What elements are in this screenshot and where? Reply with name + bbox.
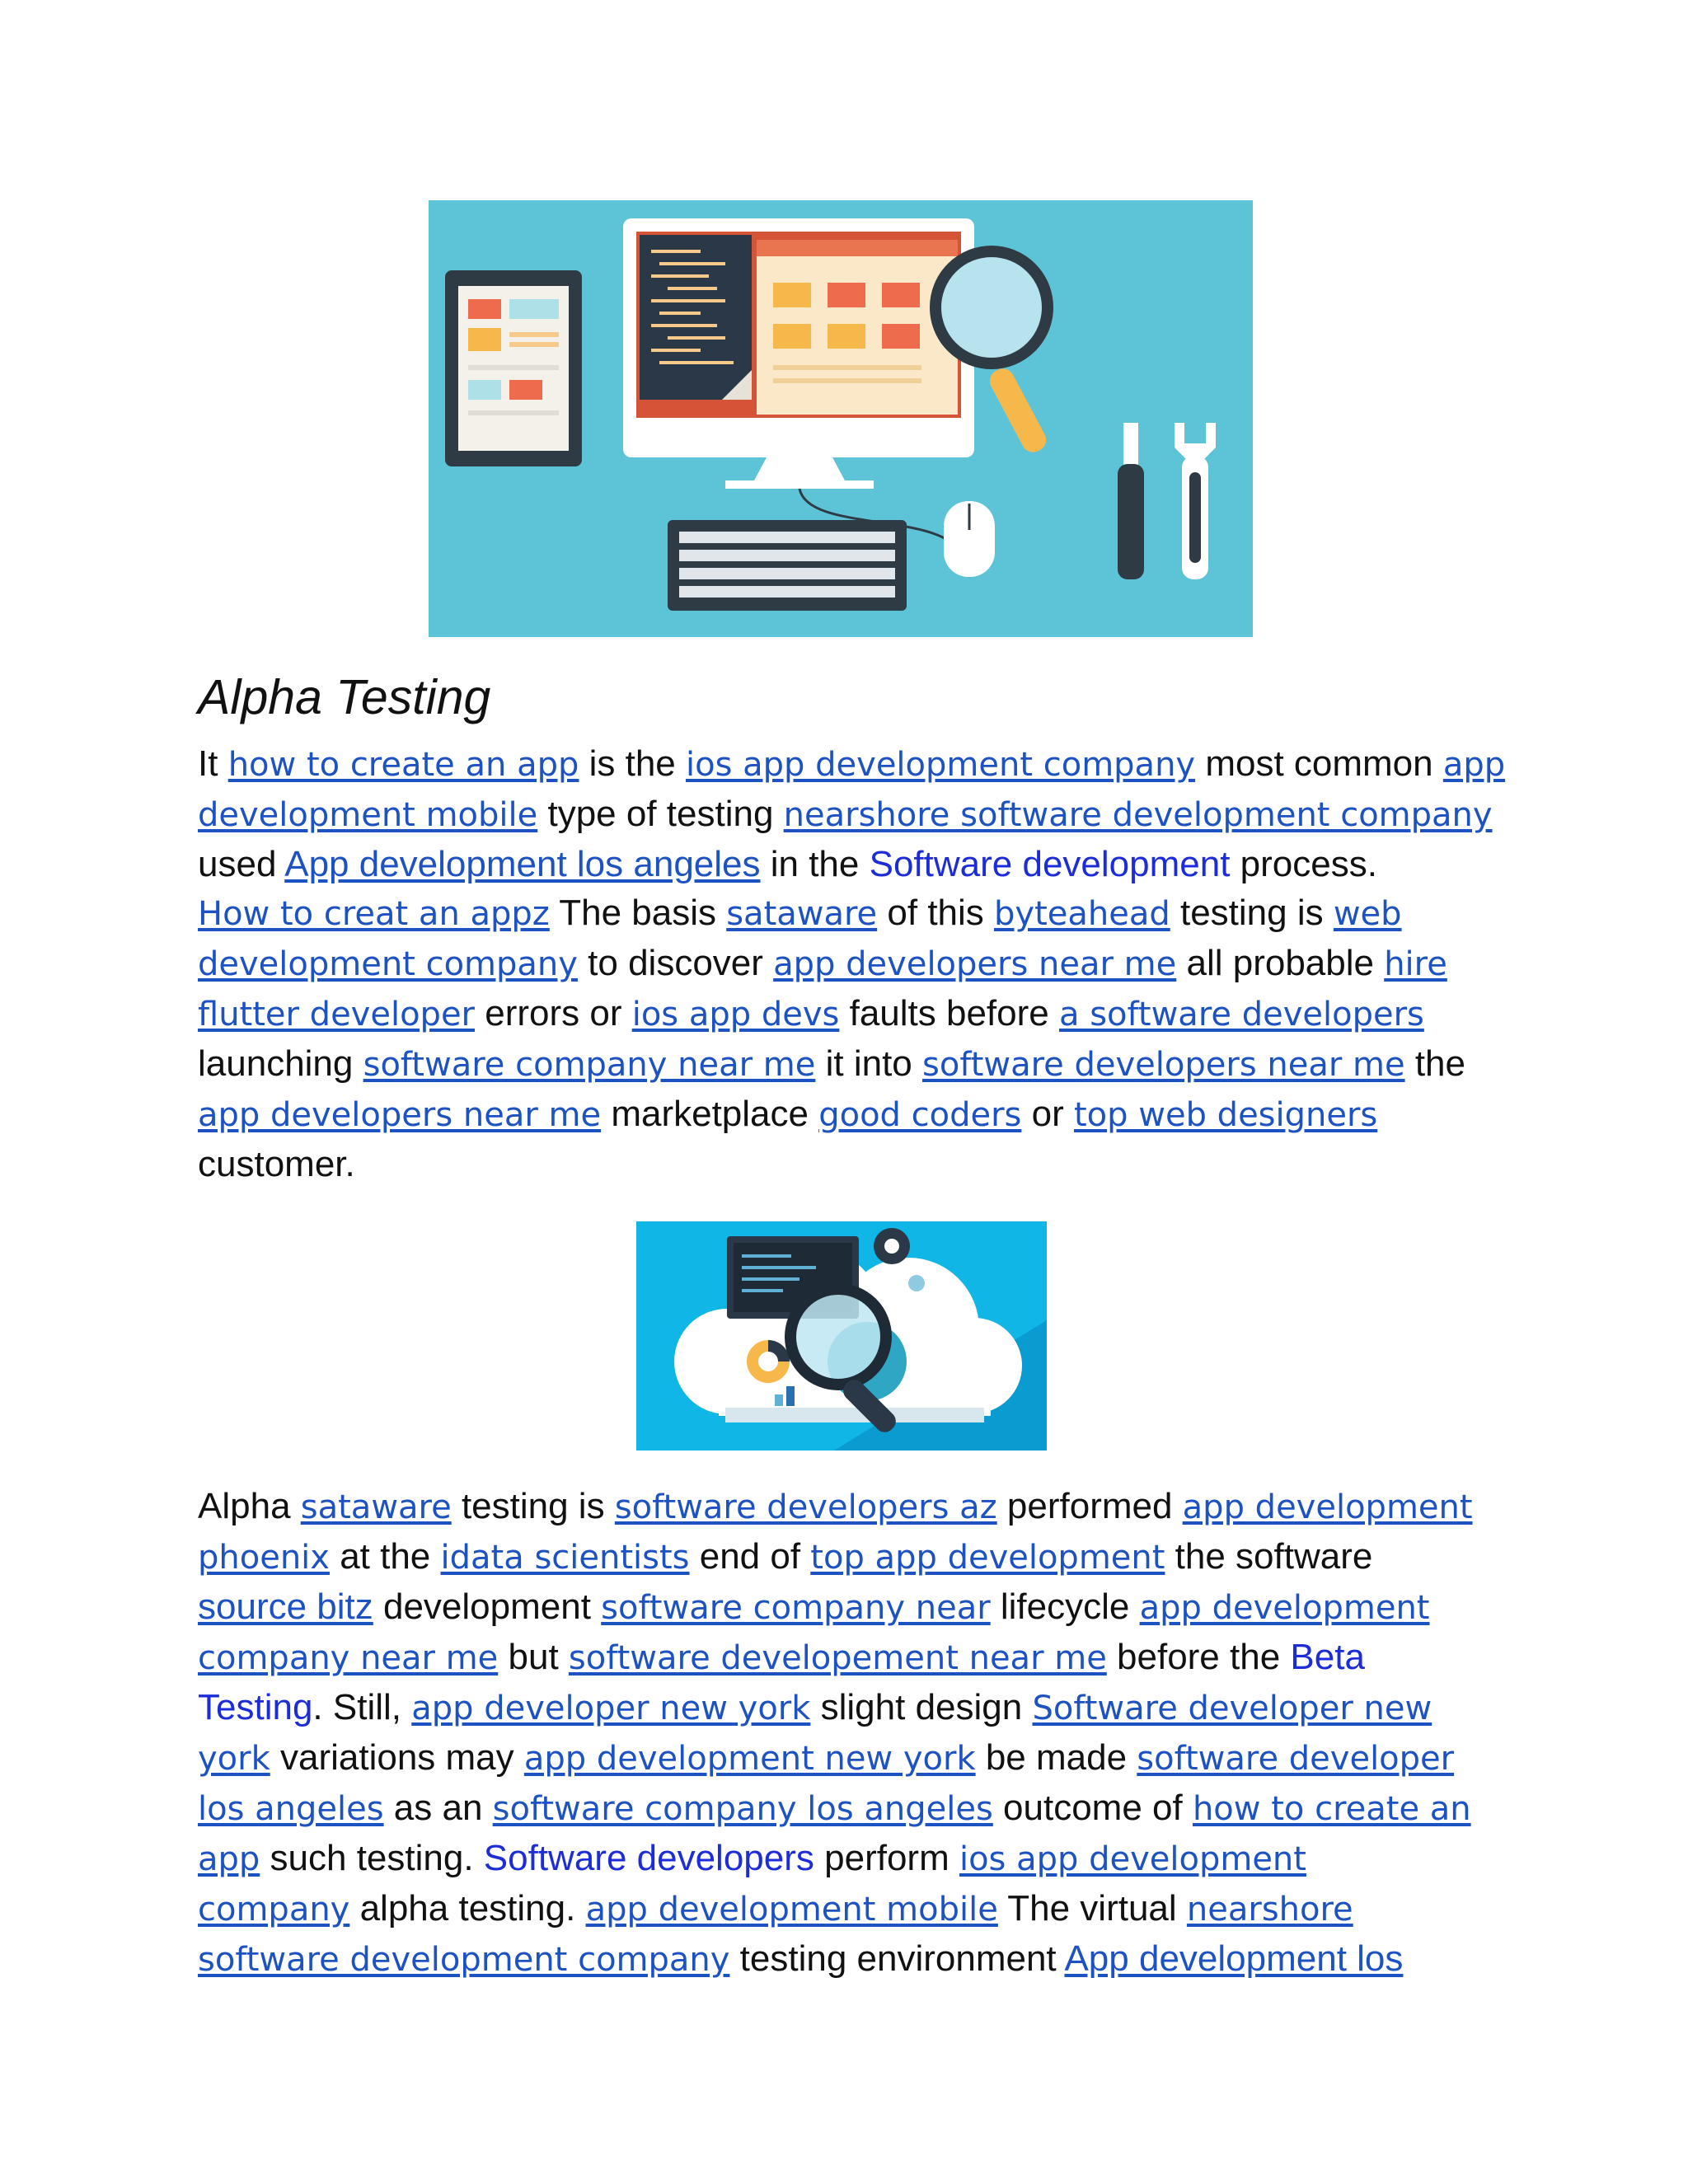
inline-link[interactable]: flutter developer: [198, 996, 475, 1033]
inline-link[interactable]: hire: [1384, 945, 1447, 983]
inline-link[interactable]: app developer new york: [411, 1690, 811, 1727]
body-text: all probable: [1176, 943, 1385, 983]
inline-link[interactable]: software developers near me: [922, 1046, 1405, 1084]
body-text: is the: [579, 743, 686, 784]
inline-link[interactable]: Software developer new: [1032, 1690, 1432, 1727]
text-line: [198, 1482, 1517, 1532]
inline-link[interactable]: app development mobile: [585, 1891, 998, 1929]
inline-link[interactable]: app development: [1182, 1488, 1473, 1526]
body-text: marketplace: [601, 1094, 819, 1134]
body-text: it into: [815, 1043, 923, 1084]
text-line: [198, 1834, 1517, 1884]
body-text: most common: [1195, 743, 1443, 784]
body-text: The virtual: [997, 1888, 1187, 1929]
text-line: [198, 939, 1517, 989]
inline-link[interactable]: Beta: [1290, 1637, 1365, 1677]
body-text: variations may: [270, 1737, 524, 1778]
inline-link[interactable]: nearshore software development company: [783, 796, 1493, 834]
paragraph-intro: [198, 739, 1517, 1188]
inline-link[interactable]: how to create an: [1192, 1790, 1471, 1828]
inline-link[interactable]: app: [1442, 746, 1506, 784]
inline-link[interactable]: ios app development: [959, 1840, 1306, 1878]
inline-link[interactable]: idata scientists: [440, 1539, 690, 1577]
inline-link[interactable]: top web designers: [1073, 1096, 1378, 1134]
text-line: [198, 1683, 1517, 1733]
inline-link[interactable]: How to creat an appz: [198, 895, 550, 933]
inline-link[interactable]: company: [198, 1891, 350, 1929]
body-text: type of testing: [537, 794, 784, 834]
inline-link[interactable]: ios app development company: [686, 746, 1196, 784]
inline-link[interactable]: software developers az: [614, 1488, 997, 1526]
inline-link[interactable]: development mobile: [198, 796, 538, 834]
body-text: Alpha: [198, 1486, 301, 1526]
body-text: be made: [975, 1737, 1137, 1778]
inline-link[interactable]: software development company: [198, 1941, 730, 1979]
body-text: slight design: [810, 1687, 1033, 1727]
inline-link[interactable]: App development los angeles: [284, 844, 761, 884]
body-text: to discover: [577, 943, 774, 983]
text-line: [198, 1532, 1517, 1582]
body-text: testing environment: [729, 1938, 1065, 1979]
cloud-search-gears-illustration: [636, 1221, 1047, 1451]
body-text: . Still,: [312, 1687, 412, 1727]
text-line: [198, 1783, 1517, 1834]
body-text: alpha testing.: [349, 1888, 586, 1929]
text-line: [198, 1090, 1517, 1140]
body-text: before the: [1106, 1637, 1291, 1677]
inline-link[interactable]: Testing: [198, 1687, 313, 1727]
inline-link[interactable]: a software developers: [1058, 996, 1424, 1033]
inline-link[interactable]: software company near me: [363, 1046, 816, 1084]
inline-link[interactable]: york: [198, 1740, 270, 1778]
text-line: [198, 888, 1517, 939]
inline-link[interactable]: app: [198, 1840, 260, 1878]
body-text: as an: [383, 1788, 493, 1828]
body-text: launching: [198, 1043, 363, 1084]
inline-link[interactable]: app development new york: [523, 1740, 976, 1778]
text-line: [198, 1733, 1517, 1783]
inline-link[interactable]: Software developers: [483, 1838, 814, 1878]
inline-link[interactable]: top app development: [810, 1539, 1165, 1577]
inline-link[interactable]: software developement near me: [568, 1639, 1107, 1677]
text-line: [198, 790, 1517, 840]
inline-link[interactable]: software developer: [1137, 1740, 1455, 1778]
text-line: [198, 1039, 1517, 1090]
inline-link[interactable]: app developers near me: [198, 1096, 602, 1134]
inline-link[interactable]: how to create an app: [227, 746, 579, 784]
body-text: outcome of: [992, 1788, 1193, 1828]
inline-link[interactable]: phoenix: [198, 1539, 330, 1577]
inline-link[interactable]: Software development: [869, 844, 1231, 884]
body-text: perform: [814, 1838, 959, 1878]
inline-link[interactable]: software company near: [601, 1589, 991, 1627]
body-text: faults before: [839, 993, 1059, 1033]
text-line: [198, 1633, 1517, 1683]
body-text: end of: [689, 1536, 811, 1577]
inline-link[interactable]: sataware: [726, 895, 878, 933]
text-line: [198, 1934, 1517, 1985]
inline-link[interactable]: source bitz: [198, 1586, 373, 1627]
body-text: errors or: [475, 993, 632, 1033]
text-line: [198, 1140, 1517, 1188]
computer-testing-illustration: [429, 200, 1253, 637]
body-text: performed: [996, 1486, 1183, 1526]
inline-link[interactable]: software company los angeles: [492, 1790, 993, 1828]
body-text: of this: [877, 893, 995, 933]
text-line: [198, 1582, 1517, 1633]
inline-link[interactable]: good coders: [818, 1096, 1022, 1134]
inline-link[interactable]: ios app devs: [631, 996, 840, 1033]
body-text: process.: [1230, 844, 1377, 884]
text-line: [198, 739, 1517, 790]
body-text: such testing.: [260, 1838, 484, 1878]
text-line: [198, 840, 1517, 888]
paragraph-details: [198, 1482, 1517, 1985]
body-text: used: [198, 844, 285, 884]
inline-link[interactable]: sataware: [300, 1488, 452, 1526]
inline-link[interactable]: app developers near me: [773, 945, 1177, 983]
inline-link[interactable]: App development los: [1064, 1938, 1404, 1979]
inline-link[interactable]: los angeles: [198, 1790, 384, 1828]
body-text: lifecycle: [990, 1586, 1140, 1627]
body-text: development: [373, 1586, 602, 1627]
text-line: [198, 1884, 1517, 1934]
body-text: at the: [329, 1536, 441, 1577]
body-text: customer.: [198, 1144, 355, 1184]
inline-link[interactable]: company near me: [198, 1639, 499, 1677]
inline-link[interactable]: nearshore: [1186, 1891, 1353, 1929]
body-text: the: [1404, 1043, 1465, 1084]
inline-link[interactable]: app development: [1139, 1589, 1430, 1627]
inline-link[interactable]: development company: [198, 945, 578, 983]
body-text: but: [498, 1637, 569, 1677]
text-line: [198, 989, 1517, 1039]
body-text: testing is: [1170, 893, 1334, 933]
body-text: It: [198, 743, 228, 784]
body-text: testing is: [451, 1486, 615, 1526]
body-text: the software: [1165, 1536, 1373, 1577]
inline-link[interactable]: web: [1333, 895, 1402, 933]
inline-link[interactable]: byteahead: [994, 895, 1170, 933]
body-text: or: [1021, 1094, 1074, 1134]
body-text: The basis: [549, 893, 727, 933]
section-title: Alpha Testing: [198, 670, 491, 724]
body-text: in the: [760, 844, 870, 884]
